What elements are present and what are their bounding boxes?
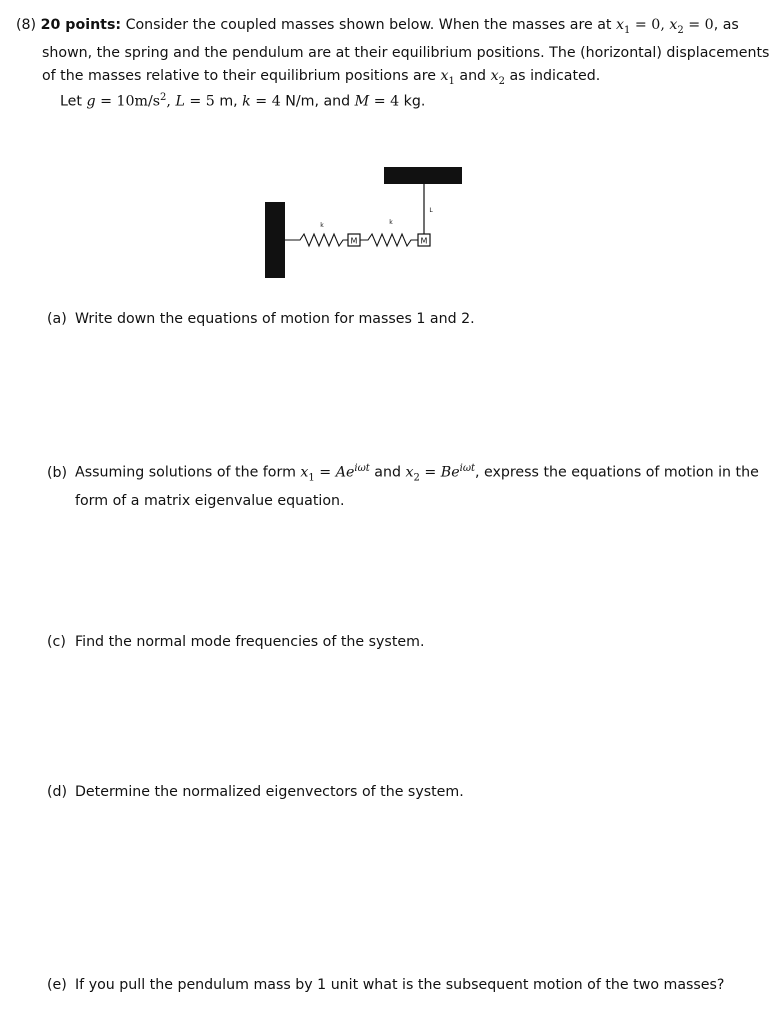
part-c-text: Find the normal mode frequencies of the system. bbox=[75, 634, 425, 650]
part-e-text: If you pull the pendulum mass by 1 unit what is the subsequent motion of the two masses? bbox=[75, 977, 725, 993]
part-b: (b) Assuming solutions of the form $x_1 = Ae^{i\omega t}$ and $x_2 = Be^{i\omega t}$, express the equations of motion in the form of a matrix eigenvalue equation. bbox=[47, 463, 759, 509]
part-b-label: (b) bbox=[47, 464, 68, 481]
wall bbox=[265, 202, 285, 278]
part-d bbox=[47, 781, 770, 804]
part-d-label: (d) bbox=[47, 784, 68, 800]
part-c bbox=[47, 631, 770, 654]
spring-1-label: k bbox=[320, 222, 324, 229]
part-a bbox=[47, 308, 770, 331]
part-e bbox=[47, 974, 770, 997]
spring-1 bbox=[285, 234, 348, 246]
spring-2-label: k bbox=[389, 219, 393, 226]
part-a-text: Write down the equations of motion for masses 1 and 2. bbox=[75, 311, 475, 327]
part-a-label: (a) bbox=[47, 311, 67, 327]
part-c-label: (c) bbox=[47, 634, 66, 650]
problem-statement: (8) 20 points: Consider the coupled masses shown below. When the masses are at $x_1 = 0$, $x_2 = 0$, as shown, the spring and the pendulum are at their equilibrium positions. The (horizontal) displacements of the masses relative to their equilibrium positions are $x_1$ and $x_2$ as indicated. bbox=[16, 17, 770, 87]
part-d-text: Determine the normalized eigenvectors of the system. bbox=[75, 784, 464, 800]
ceiling-support bbox=[384, 167, 462, 184]
given-values: Let $g = 10m/s^2$, L = 5 m, k = 4 N/m, and M = 4 kg. bbox=[60, 92, 426, 110]
mass-2-label: M bbox=[420, 236, 428, 246]
mass-1-label: M bbox=[350, 236, 358, 246]
pendulum-label: L bbox=[429, 207, 433, 214]
part-e-label: (e) bbox=[47, 977, 67, 993]
spring-2 bbox=[360, 234, 418, 246]
problem-points: 20 points: bbox=[40, 17, 122, 33]
coupled-masses-diagram bbox=[0, 150, 770, 310]
problem-number: (8) bbox=[16, 17, 37, 33]
